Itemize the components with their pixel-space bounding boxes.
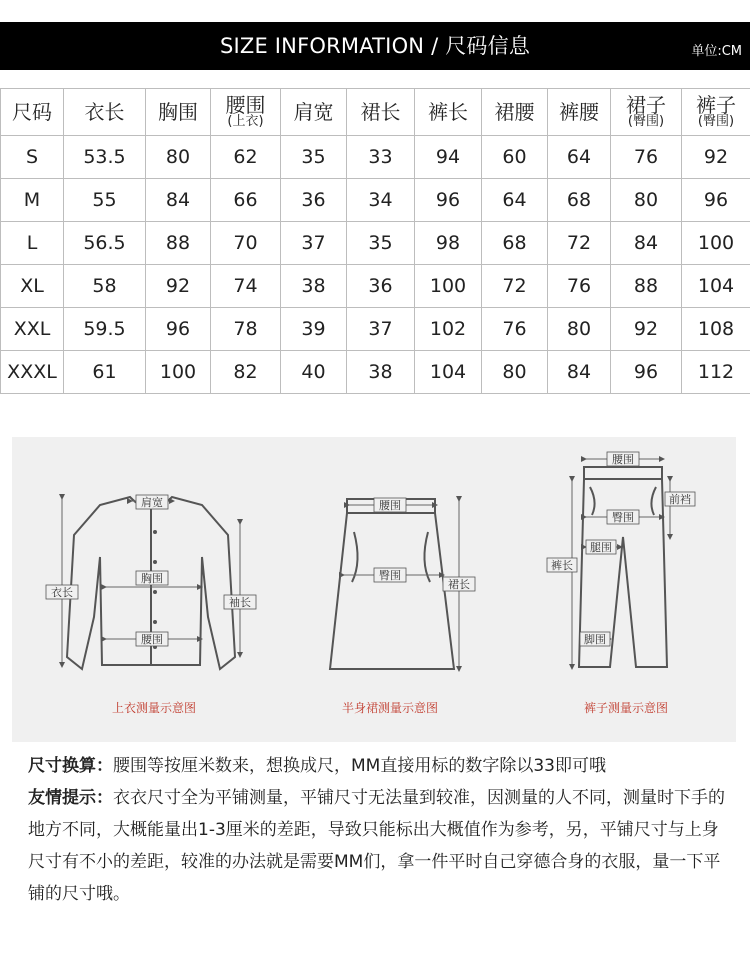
skirt-drawing xyxy=(330,499,454,669)
table-cell: 84 xyxy=(146,179,211,222)
table-cell: 82 xyxy=(211,351,281,394)
table-cell: 35 xyxy=(281,136,347,179)
table-cell: 76 xyxy=(548,265,611,308)
header-bar xyxy=(0,22,750,70)
measurement-diagrams xyxy=(12,437,736,742)
table-cell: 61 xyxy=(64,351,146,394)
table-cell: 96 xyxy=(146,308,211,351)
table-row xyxy=(1,222,750,265)
table-cell: 36 xyxy=(347,265,415,308)
top-diagram-caption: 上衣测量示意图 xyxy=(111,701,196,715)
diagram-drawings xyxy=(12,437,736,742)
header-top-waist: 腰围 (上衣) xyxy=(211,89,281,136)
conversion-label: 尺寸换算： xyxy=(28,756,113,776)
table-cell: 33 xyxy=(347,136,415,179)
table-cell: 84 xyxy=(548,351,611,394)
table-cell: 55 xyxy=(64,179,146,222)
table-cell: 66 xyxy=(211,179,281,222)
table-cell: 84 xyxy=(611,222,682,265)
header-pants-length: 裤长 xyxy=(415,89,482,136)
table-cell: 80 xyxy=(146,136,211,179)
notes-section xyxy=(28,750,733,910)
table-cell: 96 xyxy=(611,351,682,394)
header-skirt-length: 裙长 xyxy=(347,89,415,136)
tip-note xyxy=(28,782,733,910)
table-cell: 80 xyxy=(611,179,682,222)
skirt-hip-label: 臀围 xyxy=(379,569,401,582)
table-row xyxy=(1,136,750,179)
table-row xyxy=(1,265,750,308)
table-cell: 76 xyxy=(482,308,548,351)
table-cell: 72 xyxy=(548,222,611,265)
table-cell: 80 xyxy=(548,308,611,351)
table-cell: 94 xyxy=(415,136,482,179)
pants-rise-label: 前裆 xyxy=(669,493,691,506)
table-cell: 38 xyxy=(281,265,347,308)
header-skirt-hip: 裙子 (臀围) xyxy=(611,89,682,136)
table-cell: S xyxy=(1,136,64,179)
table-cell: M xyxy=(1,179,64,222)
shirt-shoulder-label: 肩宽 xyxy=(141,496,163,509)
table-cell: 59.5 xyxy=(64,308,146,351)
table-cell: 96 xyxy=(415,179,482,222)
table-cell: 56.5 xyxy=(64,222,146,265)
header-pants-waist: 裤腰 xyxy=(548,89,611,136)
table-cell: 88 xyxy=(146,222,211,265)
skirt-measure-lines xyxy=(342,499,459,669)
table-cell: 72 xyxy=(482,265,548,308)
page-title: SIZE INFORMATION / 尺码信息 xyxy=(219,34,531,58)
table-cell: 98 xyxy=(415,222,482,265)
table-cell: 37 xyxy=(347,308,415,351)
table-cell: 64 xyxy=(548,136,611,179)
table-cell: 58 xyxy=(64,265,146,308)
table-cell: 62 xyxy=(211,136,281,179)
table-cell: XXL xyxy=(1,308,64,351)
table-cell: 80 xyxy=(482,351,548,394)
table-row xyxy=(1,351,750,394)
table-cell: 100 xyxy=(682,222,750,265)
table-cell: 96 xyxy=(682,179,750,222)
table-cell: 104 xyxy=(415,351,482,394)
conversion-note xyxy=(28,750,733,782)
skirt-length-label: 裙长 xyxy=(448,578,470,591)
table-cell: 104 xyxy=(682,265,750,308)
table-cell: 64 xyxy=(482,179,548,222)
table-header-row xyxy=(1,89,750,136)
skirt-waist-label: 腰围 xyxy=(379,499,401,512)
header-shoulder: 肩宽 xyxy=(281,89,347,136)
tip-label: 友情提示： xyxy=(28,788,113,808)
table-cell: 92 xyxy=(611,308,682,351)
table-cell: 92 xyxy=(146,265,211,308)
pants-waist-label: 腰围 xyxy=(612,453,634,466)
table-cell: 88 xyxy=(611,265,682,308)
tip-text: 衣衣尺寸全为平铺测量，平铺尺寸无法量到较准，因测量的人不同，测量时下手的地方不同，大概能量出1-3厘米的差距，导致只能标出大概值作为参考，另，平铺尺寸与上身尺寸有不小的差距，较准的办法就是需要MM们，拿一件平时自己穿德合身的衣服，量一下平铺的尺寸哦。 xyxy=(28,788,725,904)
table-cell: 70 xyxy=(211,222,281,265)
table-cell: 76 xyxy=(611,136,682,179)
size-table xyxy=(0,88,750,394)
table-cell: 68 xyxy=(482,222,548,265)
table-cell: 38 xyxy=(347,351,415,394)
header-pants-hip: 裤子 (臀围) xyxy=(682,89,750,136)
header-size: 尺码 xyxy=(1,89,64,136)
shirt-sleeve-label: 袖长 xyxy=(229,596,251,609)
pants-thigh-label: 腿围 xyxy=(590,541,612,554)
pants-leg-label: 脚围 xyxy=(584,633,606,646)
table-cell: 53.5 xyxy=(64,136,146,179)
table-cell: 74 xyxy=(211,265,281,308)
header-chest: 胸围 xyxy=(146,89,211,136)
table-cell: 92 xyxy=(682,136,750,179)
table-cell: 36 xyxy=(281,179,347,222)
table-row xyxy=(1,179,750,222)
table-row xyxy=(1,308,750,351)
pants-diagram-caption: 裤子测量示意图 xyxy=(583,701,668,715)
table-cell: 35 xyxy=(347,222,415,265)
unit-label: 单位:CM xyxy=(691,44,742,59)
conversion-text: 腰围等按厘米数来，想换成尺，MM直接用标的数字除以33即可哦 xyxy=(113,756,606,776)
table-cell: XXXL xyxy=(1,351,64,394)
table-cell: 40 xyxy=(281,351,347,394)
table-cell: 37 xyxy=(281,222,347,265)
table-cell: 34 xyxy=(347,179,415,222)
pants-length-label: 裤长 xyxy=(551,559,573,572)
skirt-diagram-caption: 半身裙测量示意图 xyxy=(341,701,438,715)
table-cell: 60 xyxy=(482,136,548,179)
header-length: 衣长 xyxy=(64,89,146,136)
table-cell: 108 xyxy=(682,308,750,351)
table-cell: 100 xyxy=(146,351,211,394)
table-cell: 39 xyxy=(281,308,347,351)
table-cell: L xyxy=(1,222,64,265)
shirt-waist-label: 腰围 xyxy=(141,633,163,646)
table-cell: 102 xyxy=(415,308,482,351)
table-cell: 68 xyxy=(548,179,611,222)
shirt-chest-label: 胸围 xyxy=(141,572,163,585)
shirt-buttons xyxy=(153,530,157,649)
pants-hip-label: 臀围 xyxy=(612,511,634,524)
table-cell: 112 xyxy=(682,351,750,394)
table-cell: XL xyxy=(1,265,64,308)
header-skirt-waist: 裙腰 xyxy=(482,89,548,136)
table-cell: 78 xyxy=(211,308,281,351)
shirt-length-label: 衣长 xyxy=(51,586,73,599)
table-cell: 100 xyxy=(415,265,482,308)
